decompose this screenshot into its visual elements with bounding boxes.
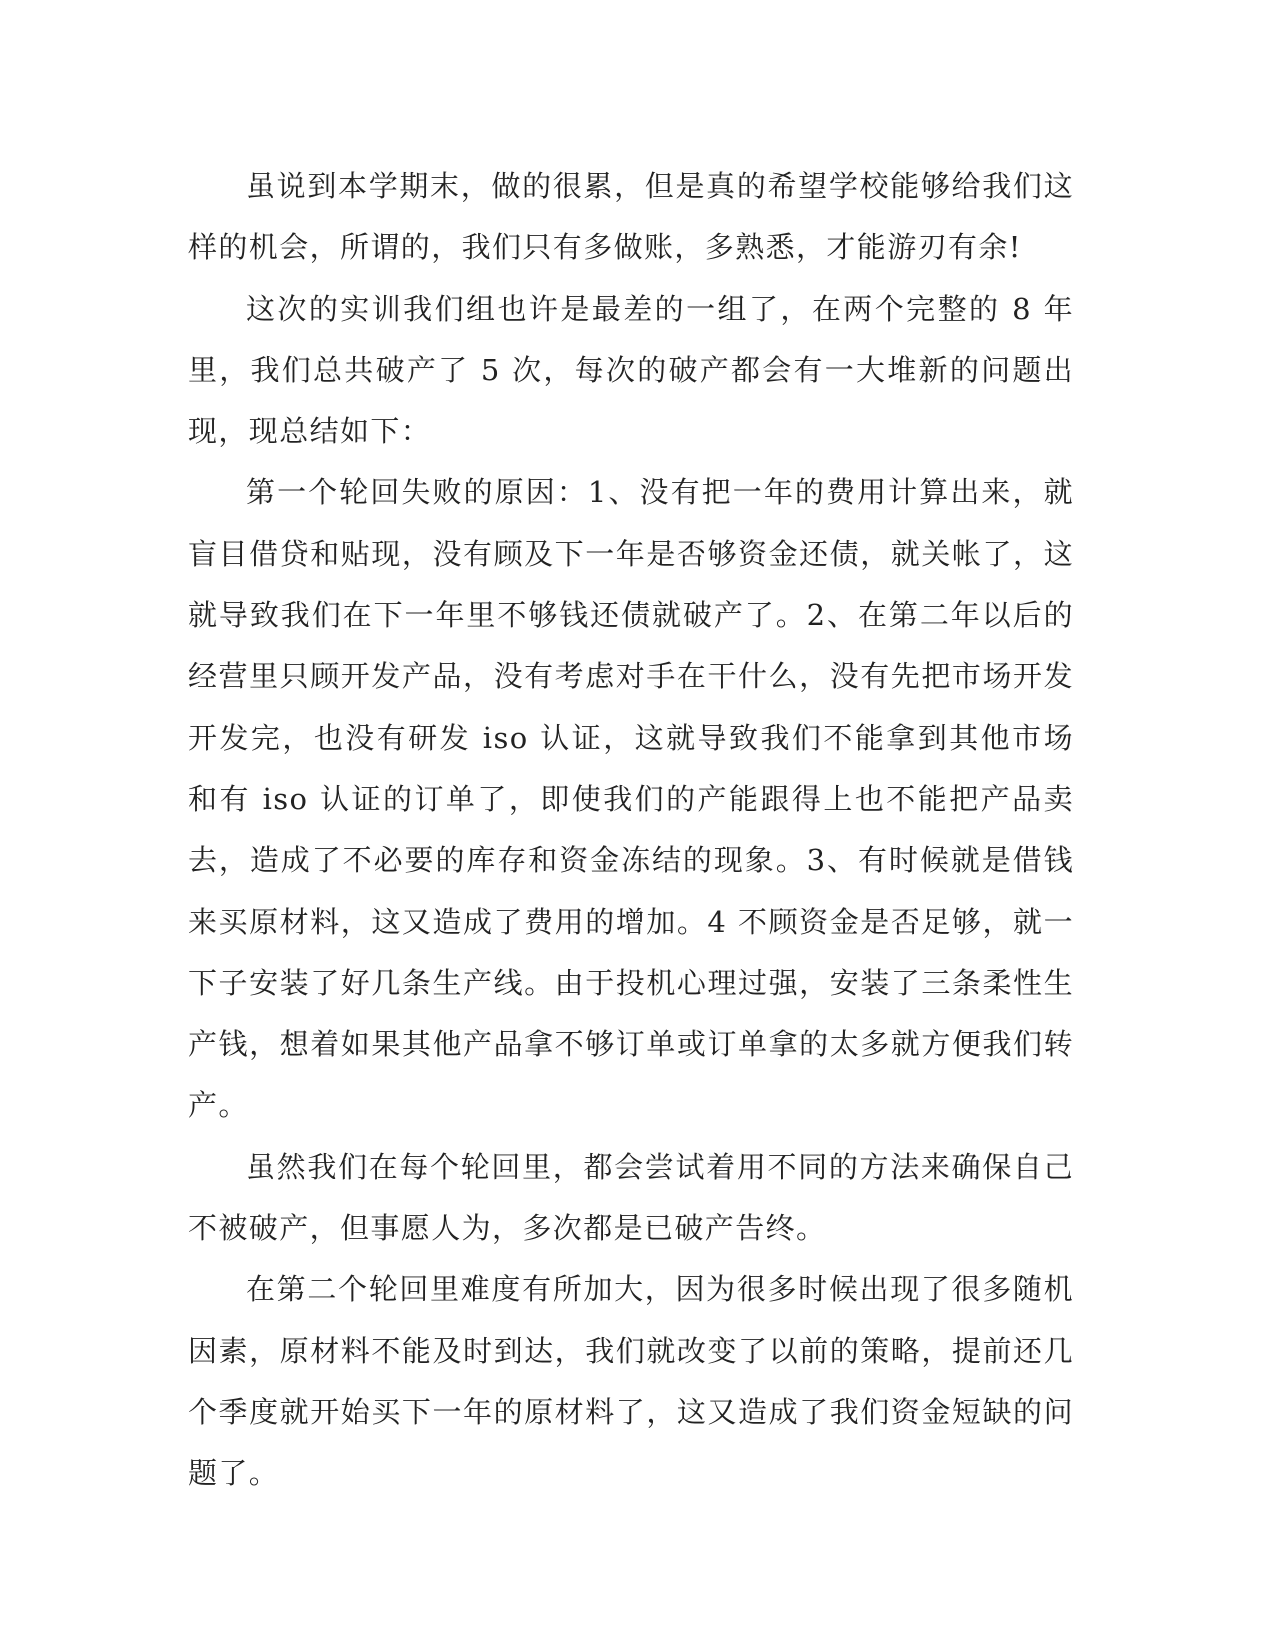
document-body [188,156,1074,1505]
paragraph-2: 这次的实训我们组也许是最差的一组了，在两个完整的 8 年里，我们总共破产了 5 次，每次的破产都会有一大堆新的问题出现，现总结如下： [188,291,1074,449]
paragraph-5: 在第二个轮回里难度有所加大，因为很多时候出现了很多随机因素，原材料不能及时到达，我们就改变了以前的策略，提前还几个季度就开始买下一年的原材料了，这又造成了我们资金短缺的问题了。 [188,1272,1074,1491]
paragraph-3: 第一个轮回失败的原因：1、没有把一年的费用计算出来，就盲目借贷和贴现，没有顾及下一年是否够资金还债，就关帐了，这就导致我们在下一年里不够钱还债就破产了。2、在第二年以后的经营里只顾开发产品，没有考虑对手在干什么，没有先把市场开发开发完，也没有研发 iso 认证，这就导致我们不能拿到其他市场和有 iso 认证的订单了，即使我们的产能跟得上也不能把产品卖去，造成了不必要的库存和资金冻结的现象。3、有时候就是借钱来买原材料，这又造成了费用的增加。4 不顾资金是否足够，就一下子安装了好几条生产线。由于投机心理过强，安装了三条柔性生产钱，想着如果其他产品拿不够订单或订单拿的太多就方便我们转产。 [188,475,1074,1123]
paragraph-4: 虽然我们在每个轮回里，都会尝试着用不同的方法来确保自己不被破产，但事愿人为，多次都是已破产告终。 [188,1149,1074,1246]
paragraph-1: 虽说到本学期末，做的很累，但是真的希望学校能够给我们这样的机会，所谓的，我们只有多做账，多熟悉，才能游刃有余! [188,169,1074,265]
